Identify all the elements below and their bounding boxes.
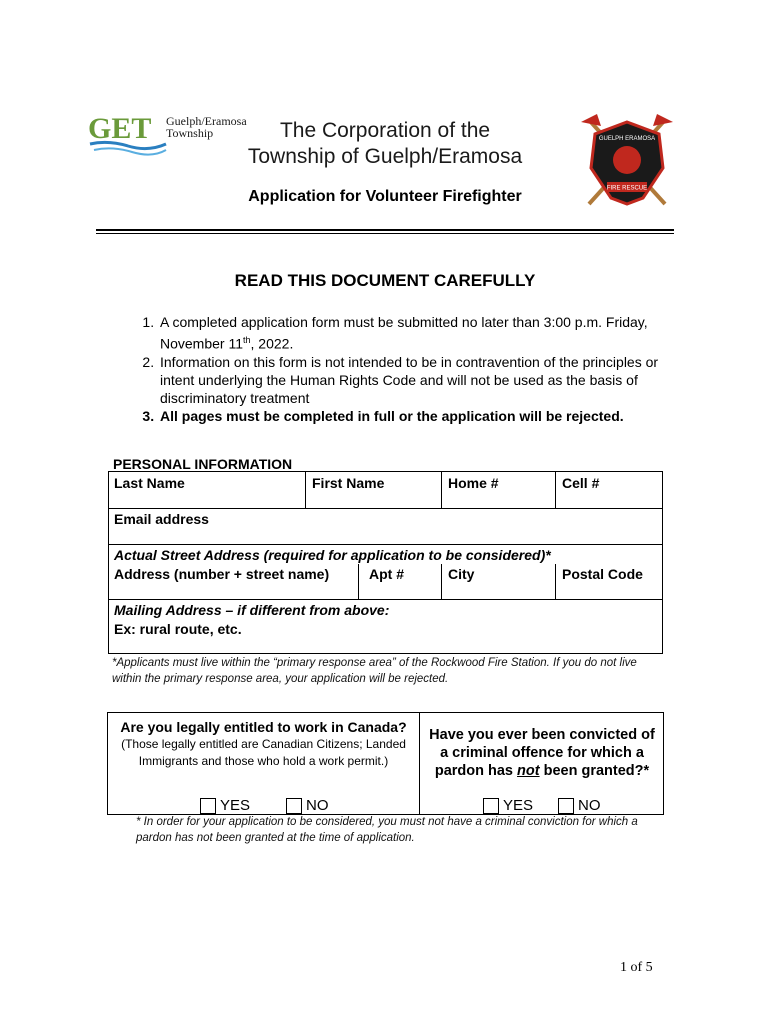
corp-line2: Township of Guelph/Eramosa xyxy=(247,145,523,168)
instruction-1: 1. A completed application form must be submitted no later than 3:00 p.m. Friday, November 11th, 2022. xyxy=(158,313,688,353)
fire-rescue-badge xyxy=(577,112,677,212)
cell-phone-field[interactable]: Cell # xyxy=(562,475,600,491)
conviction-note: * In order for your application to be considered, you must not have a criminal conviction for which a pardon has not been granted at the time of application. xyxy=(136,816,638,844)
logo-text-line1: Guelph/Eramosa xyxy=(166,114,247,128)
col-divider xyxy=(305,472,306,508)
residence-note: *Applicants must live within the “primary response area” of the Rockwood Fire Station. If you do not live within the primary response area, your application will be rejected. xyxy=(112,657,637,685)
question-divider xyxy=(419,713,420,814)
corporation-title xyxy=(230,118,540,170)
work-eligibility-subtext: (Those legally entitled are Canadian Citizens; Landed Immigrants and those who hold a work permit.) xyxy=(121,737,406,768)
instructions-list xyxy=(120,313,688,425)
col-divider xyxy=(441,472,442,508)
checkbox-square[interactable] xyxy=(286,798,302,814)
checkbox-square[interactable] xyxy=(200,798,216,814)
instruction-2: 2. Information on this form is not intended to be in contravention of the principles or intent underlying the Human Rights Code and will not be used as the basis of discriminatory treatment xyxy=(158,353,688,407)
personal-info-heading: PERSONAL INFORMATION xyxy=(113,456,293,472)
conviction-yes-checkbox[interactable]: YES xyxy=(483,797,533,814)
row-divider xyxy=(109,599,662,600)
apt-field[interactable]: Apt # xyxy=(369,566,404,582)
badge-top-text: GUELPH ERAMOSA xyxy=(598,136,656,142)
conviction-no-checkbox[interactable]: NO xyxy=(558,797,601,814)
checkbox-square[interactable] xyxy=(483,798,499,814)
row-divider xyxy=(109,508,662,509)
first-name-field[interactable]: First Name xyxy=(312,475,385,491)
fire-badge-icon xyxy=(577,112,677,212)
work-no-checkbox[interactable]: NO xyxy=(286,797,329,814)
township-logo-mark xyxy=(88,108,168,158)
header-divider-thin xyxy=(96,233,674,234)
page-number: 1 of 5 xyxy=(620,960,653,975)
instruction-3: 3. All pages must be completed in full or the application will be rejected. xyxy=(158,407,688,425)
application-title: Application for Volunteer Firefighter xyxy=(248,188,522,205)
postal-code-field[interactable]: Postal Code xyxy=(562,566,643,582)
logo-letters: GET xyxy=(88,112,152,145)
col-divider xyxy=(555,564,556,599)
col-divider xyxy=(441,564,442,599)
personal-info-grid xyxy=(108,471,663,654)
email-field[interactable]: Email address xyxy=(114,511,209,527)
badge-bottom-text: FIRE RESCUE xyxy=(606,185,648,192)
col-divider xyxy=(358,564,359,599)
address-field[interactable]: Address (number + street name) xyxy=(114,566,330,582)
read-carefully-heading: READ THIS DOCUMENT CAREFULLY xyxy=(234,271,536,290)
col-divider xyxy=(555,472,556,508)
street-address-heading: Actual Street Address (required for application to be considered)* xyxy=(114,547,551,563)
work-eligibility-title: Are you legally entitled to work in Canada? xyxy=(120,719,407,735)
last-name-field[interactable]: Last Name xyxy=(114,475,185,491)
header-divider-thick xyxy=(96,229,674,231)
city-field[interactable]: City xyxy=(448,566,475,582)
mailing-address-field[interactable]: Ex: rural route, etc. xyxy=(114,621,242,637)
work-yes-checkbox[interactable]: YES xyxy=(200,797,250,814)
conviction-question: Have you ever been convicted of a criminal offence for which a pardon has not been granted?* xyxy=(429,727,655,779)
work-eligibility-question xyxy=(112,718,415,770)
corp-line1: The Corporation of the xyxy=(279,119,491,142)
mailing-address-heading: Mailing Address – if different from above: xyxy=(114,602,390,618)
checkbox-square[interactable] xyxy=(558,798,574,814)
home-phone-field[interactable]: Home # xyxy=(448,475,499,491)
eligibility-questions xyxy=(107,712,664,815)
row-divider xyxy=(109,544,662,545)
logo-text-line2: Township xyxy=(166,126,214,140)
